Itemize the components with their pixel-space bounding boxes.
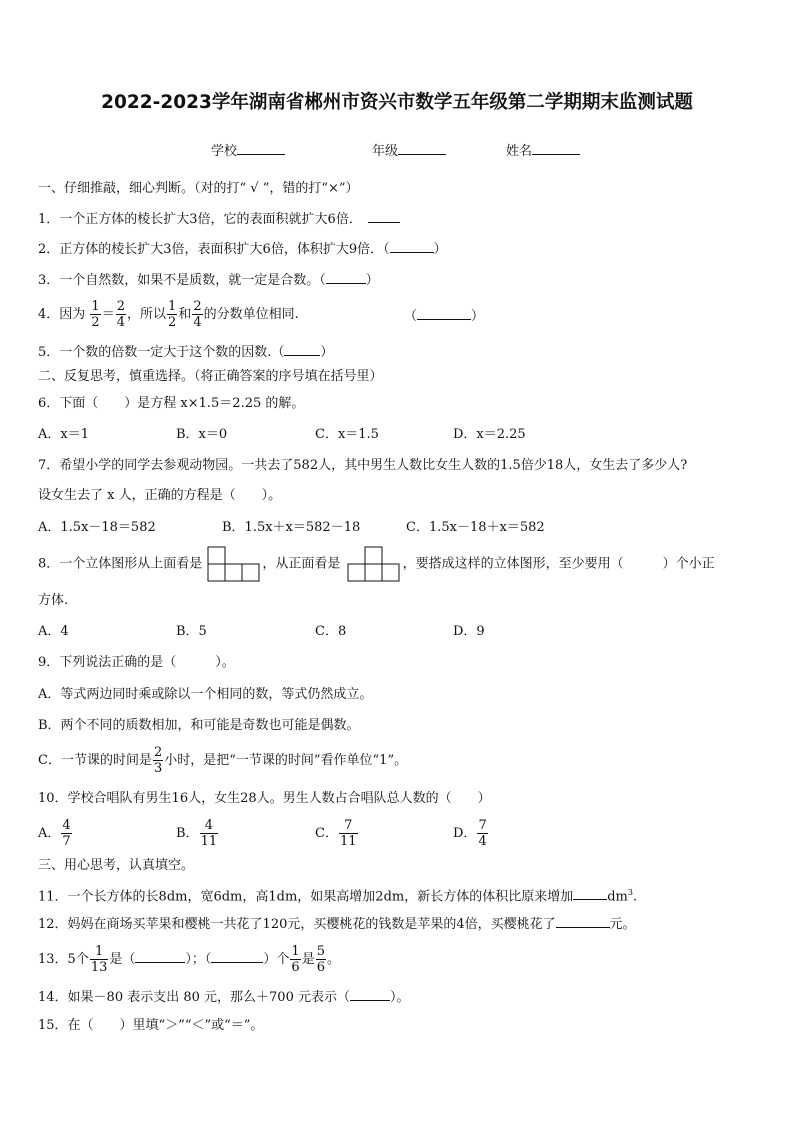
q11-exponent: 3 (627, 888, 633, 897)
question-1 (38, 209, 400, 229)
name-blank[interactable] (532, 141, 580, 155)
cube-face (348, 564, 365, 581)
q5-blank[interactable] (284, 342, 320, 356)
q3-close: ） (365, 273, 379, 288)
q10-option-d[interactable] (453, 814, 489, 854)
denominator: 3 (153, 761, 163, 776)
school-blank[interactable] (237, 141, 285, 155)
q13-text-e: 是 (301, 952, 315, 967)
fraction-2-4-b (192, 299, 202, 330)
question-7-line-1: 7．希望小学的同学去参观动物园。一共去了582人，其中男生人数比女生人数的1.5倍少18人，女生去了多少人? (38, 458, 688, 473)
denominator: 11 (200, 834, 218, 849)
fraction-7-4 (477, 818, 487, 849)
q4-close: ） (471, 309, 485, 324)
q8-option-c[interactable]: C．8 (315, 624, 347, 639)
question-10: 10．学校合唱队有男生16人，女生28人。男生人数占合唱队总人数的（ ） (38, 791, 491, 806)
q9c-text-a: C．一节课的时间是 (38, 753, 152, 768)
q4-open: （ (404, 309, 418, 324)
fraction-1-6 (290, 944, 300, 975)
q5-close: ） (320, 345, 334, 360)
fraction-5-6 (316, 944, 326, 975)
q2-text: 2．正方体的棱长扩大3倍，表面积扩大6倍，体积扩大9倍．（ (38, 242, 390, 257)
q14-close: ）。 (389, 990, 410, 1005)
denominator: 6 (291, 960, 300, 975)
fraction-4-11 (200, 818, 219, 849)
q9-option-c[interactable] (38, 742, 407, 780)
name-field (506, 141, 580, 161)
q12-unit: 元。 (609, 917, 636, 932)
q8-option-d[interactable]: D．9 (453, 624, 485, 639)
numerator: 4 (200, 818, 219, 834)
numerator: 2 (153, 745, 163, 760)
q13-blank-1[interactable] (135, 949, 185, 963)
question-13 (38, 940, 340, 980)
q3-text: 3．一个自然数，如果不是质数，就一定是合数。（ (38, 273, 326, 288)
q11-unit: dm (607, 889, 628, 905)
q4-equals: ＝ (101, 307, 115, 322)
cube-face (382, 564, 399, 581)
question-7-line-2: 设女生去了 x 人，正确的方程是（ ）。 (38, 488, 282, 503)
option-label: D． (453, 826, 477, 841)
cube-face (225, 564, 242, 581)
fraction-4-7 (61, 818, 71, 849)
q12-text: 12．妈妈在商场买苹果和樱桃一共花了120元，买樱桃花的钱数是苹果的4倍，买樱桃花了 (38, 917, 556, 932)
denominator: 4 (478, 834, 487, 849)
numerator: 1 (168, 299, 177, 314)
q7-option-a[interactable]: A．1.5x－18＝582 (38, 520, 156, 535)
q4-and: 和 (178, 307, 192, 322)
q8-option-a[interactable]: A．4 (38, 624, 69, 639)
school-field (211, 141, 285, 161)
q5-text: 5．一个数的倍数一定大于这个数的因数.（ (38, 345, 285, 360)
top-view-figure (206, 545, 262, 583)
q10-option-a[interactable] (38, 814, 73, 854)
q14-blank[interactable] (350, 987, 390, 1001)
q4-blank[interactable] (417, 306, 471, 320)
numerator: 4 (62, 818, 71, 833)
section-1-heading: 一、仔细推敲，细心判断。（对的打“ √ ”，错的打“×”） (38, 181, 359, 196)
grade-label: 年级 (372, 144, 399, 159)
cube-face (208, 547, 225, 564)
page-title: 2022-2023学年湖南省郴州市资兴市数学五年级第二学期期末监测试题 (101, 92, 693, 113)
option-label: B． (176, 826, 199, 841)
denominator: 11 (339, 834, 357, 849)
question-11 (38, 884, 637, 906)
cube-face (208, 564, 225, 581)
q13-text-b: 是（ (109, 952, 136, 967)
fraction-7-11 (339, 818, 358, 849)
question-12 (38, 914, 636, 934)
q9-option-a[interactable]: A．等式两边同时乘或除以一个相同的数，等式仍然成立。 (38, 687, 373, 702)
q13-blank-2[interactable] (211, 949, 263, 963)
fraction-1-2 (90, 299, 100, 330)
fraction-2-3 (153, 745, 163, 776)
q6-option-a[interactable]: A．x＝1 (38, 427, 89, 442)
q13-period: 。 (327, 952, 341, 967)
denominator: 2 (168, 315, 177, 330)
q14-text: 14．如果－80 表示支出 80 元，那么＋700 元表示（ (38, 990, 350, 1005)
question-4 (38, 297, 299, 333)
q9-option-b[interactable]: B．两个不同的质数相加，和可能是奇数也可能是偶数。 (38, 718, 360, 733)
q6-option-b[interactable]: B．x＝0 (176, 427, 228, 442)
q8-text-c: ，要搭成这样的立体图形，至少要用（ ）个小正 (402, 556, 715, 572)
q4-answer (404, 306, 484, 326)
denominator: 4 (193, 315, 202, 330)
q8-option-b[interactable]: B．5 (176, 624, 207, 639)
numerator: 7 (478, 818, 487, 833)
q11-text: 11．一个长方体的长8dm，宽6dm，高1dm，如果高增加2dm，新长方体的体积比原来增加 (38, 889, 574, 905)
front-view-figure (345, 545, 403, 583)
numerator: 1 (291, 944, 300, 959)
section-3-heading: 三、用心思考，认真填空。 (38, 858, 195, 873)
numerator: 2 (116, 299, 125, 314)
numerator: 1 (90, 944, 109, 960)
name-label: 姓名 (506, 144, 533, 159)
q13-text-a: 13．5个 (38, 952, 89, 967)
q8-text-a: 8．一个立体图形从上面看是 (38, 556, 203, 572)
q9c-text-b: 小时，是把“一节课的时间”看作单位“1”。 (164, 753, 408, 768)
question-8-line-2: 方体. (38, 593, 69, 608)
q4-text-c: ，所以 (127, 307, 167, 322)
q6-option-d[interactable]: D．x＝2.25 (453, 427, 526, 442)
q4-text-e: 的分数单位相同. (203, 307, 299, 322)
q2-close: ） (433, 242, 447, 257)
numerator: 1 (91, 299, 100, 314)
school-label: 学校 (211, 144, 238, 159)
question-14 (38, 987, 409, 1007)
q10-option-b[interactable] (176, 814, 219, 854)
question-15: 15．在（ ）里填“＞”“＜”或“＝”。 (38, 1018, 264, 1033)
grade-field (372, 141, 446, 161)
section-2-heading: 二、反复思考，慎重选择。（将正确答案的序号填在括号里） (38, 369, 383, 384)
denominator: 4 (116, 315, 125, 330)
grade-blank[interactable] (398, 141, 446, 155)
question-8 (38, 545, 715, 583)
option-label: C． (315, 826, 338, 841)
q6-option-c[interactable]: C．x＝1.5 (315, 427, 379, 442)
question-3 (38, 270, 379, 290)
fraction-2-4 (116, 299, 126, 330)
numerator: 7 (339, 818, 358, 834)
denominator: 2 (91, 315, 100, 330)
q1-blank[interactable] (368, 209, 400, 223)
q4-text-a: 4．因为 (38, 307, 86, 322)
question-5 (38, 342, 333, 362)
numerator: 2 (193, 299, 202, 314)
q12-blank[interactable] (556, 914, 610, 928)
fraction-1-2-b (167, 299, 177, 330)
q8-text-b: ，从正面看是 (262, 556, 341, 572)
q1-text: 1．一个正方体的棱长扩大3倍，它的表面积就扩大6倍． (38, 212, 362, 227)
cube-face (242, 564, 259, 581)
q13-text-c: ）；（ (185, 952, 212, 967)
q11-period: . (632, 889, 638, 905)
denominator: 6 (316, 960, 325, 975)
q2-blank[interactable] (390, 239, 434, 253)
fraction-1-13 (90, 944, 109, 975)
question-6: 6．下面（ ）是方程 x×1.5＝2.25 的解。 (38, 396, 305, 411)
q11-blank[interactable] (573, 886, 607, 900)
question-9: 9．下列说法正确的是（ ）。 (38, 655, 235, 670)
q7-option-c[interactable]: C．1.5x－18＋x＝582 (406, 520, 545, 535)
cube-face (365, 547, 382, 564)
q3-blank[interactable] (326, 270, 366, 284)
denominator: 13 (90, 960, 108, 975)
q7-option-b[interactable]: B．1.5x＋x＝582－18 (222, 520, 361, 535)
q10-option-c[interactable] (315, 814, 359, 854)
numerator: 5 (316, 944, 325, 959)
denominator: 7 (62, 834, 71, 849)
cube-face (365, 564, 382, 581)
option-label: A． (38, 826, 61, 841)
question-2 (38, 239, 447, 259)
q13-text-d: ）个 (263, 952, 290, 967)
